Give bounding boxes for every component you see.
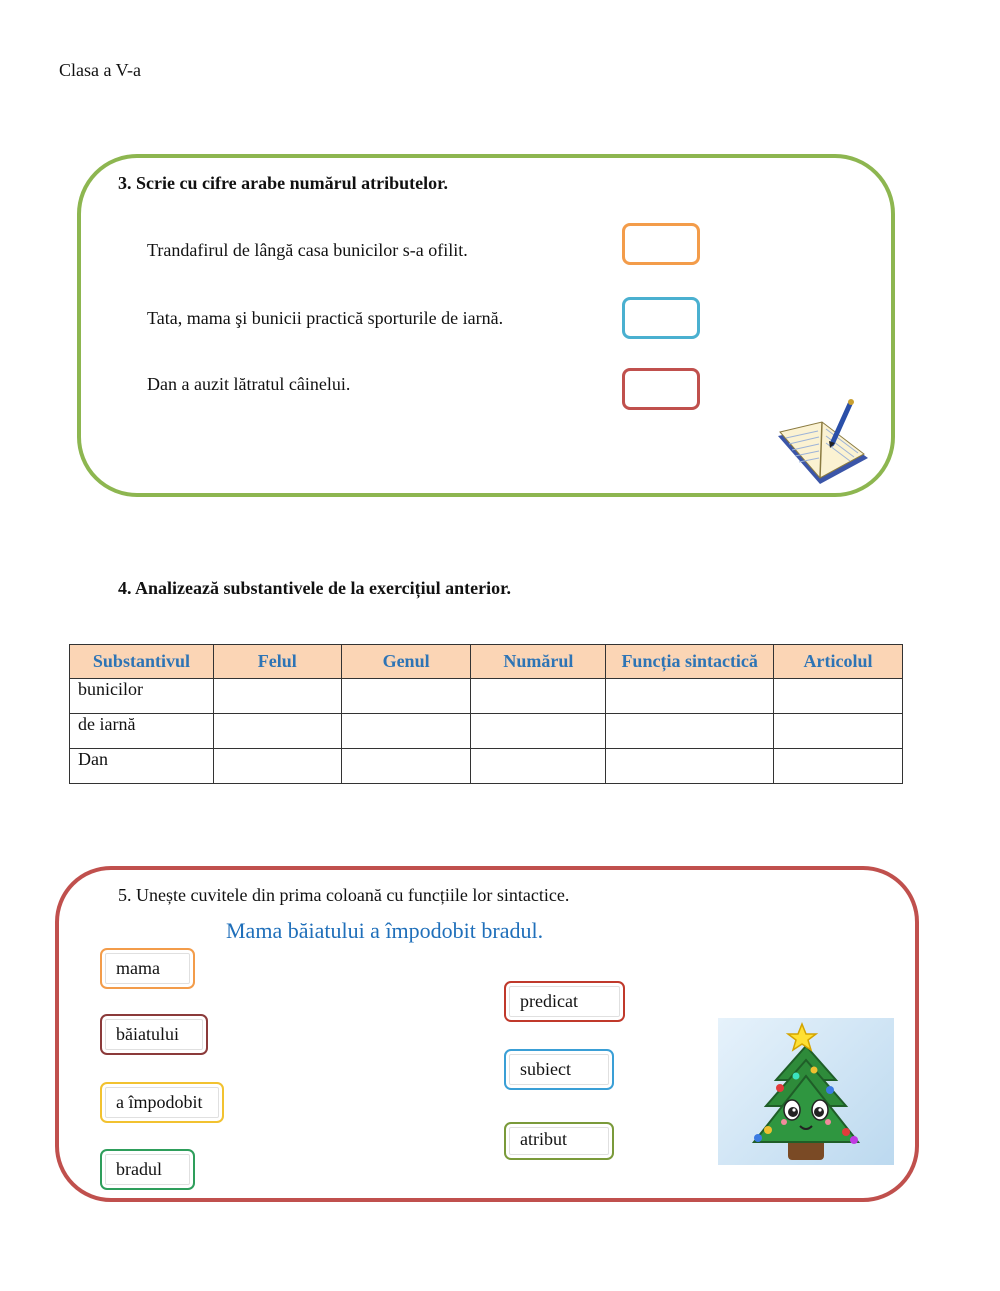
word-card-a-impodobit[interactable]: a împodobit [100, 1082, 224, 1123]
word-card-bradul[interactable]: bradul [100, 1149, 195, 1190]
exercise-4-title: 4. Analizează substantivele de la exercițiul anterior. [118, 578, 511, 598]
table-cell-input[interactable] [341, 714, 471, 749]
word-card-mama[interactable]: mama [100, 948, 195, 989]
table-cell-noun: bunicilor [70, 679, 214, 714]
table-row [70, 714, 903, 749]
function-card-predicat[interactable]: predicat [504, 981, 625, 1022]
column-header: Articolul [774, 645, 903, 679]
table-cell-input[interactable] [606, 749, 774, 784]
table-cell-noun: Dan [70, 749, 214, 784]
table-cell-input[interactable] [606, 679, 774, 714]
table-cell-input[interactable] [774, 714, 903, 749]
function-card-subiect[interactable]: subiect [504, 1049, 614, 1090]
column-header: Numărul [471, 645, 606, 679]
analysis-table [69, 644, 903, 784]
table-cell-input[interactable] [341, 679, 471, 714]
table-cell-input[interactable] [471, 679, 606, 714]
answer-box-1[interactable] [622, 223, 700, 265]
table-row [70, 679, 903, 714]
column-header: Substantivul [70, 645, 214, 679]
column-header: Funcția sintactică [606, 645, 774, 679]
table-cell-input[interactable] [774, 749, 903, 784]
sentence-1: Trandafirul de lângă casa bunicilor s-a ofilit. [147, 240, 468, 260]
christmas-tree-image [718, 1018, 894, 1165]
table-cell-input[interactable] [213, 679, 341, 714]
sentence-3: Dan a auzit lătratul câinelui. [147, 374, 351, 394]
christmas-tree-icon [718, 1018, 894, 1165]
table-cell-input[interactable] [471, 714, 606, 749]
answer-box-2[interactable] [622, 297, 700, 339]
function-card-atribut[interactable]: atribut [504, 1122, 614, 1160]
table-cell-input[interactable] [774, 679, 903, 714]
table-cell-input[interactable] [606, 714, 774, 749]
table-cell-input[interactable] [213, 714, 341, 749]
notebook-pen-icon [772, 396, 876, 492]
column-header: Felul [213, 645, 341, 679]
table-cell-input[interactable] [341, 749, 471, 784]
table-header-row [70, 645, 903, 679]
table-cell-noun: de iarnă [70, 714, 214, 749]
table-cell-input[interactable] [213, 749, 341, 784]
word-card-baiatului[interactable]: băiatului [100, 1014, 208, 1055]
class-label: Clasa a V-a [59, 60, 141, 80]
table-cell-input[interactable] [471, 749, 606, 784]
answer-box-3[interactable] [622, 368, 700, 410]
exercise-5-title: 5. Unește cuvitele din prima coloană cu funcțiile lor sintactice. [118, 885, 570, 905]
exercise-3-title: 3. Scrie cu cifre arabe numărul atributelor. [118, 173, 448, 193]
table-row [70, 749, 903, 784]
column-header: Genul [341, 645, 471, 679]
example-sentence: Mama băiatului a împodobit bradul. [226, 918, 544, 943]
sentence-2: Tata, mama şi bunicii practică sporturile de iarnă. [147, 308, 504, 328]
